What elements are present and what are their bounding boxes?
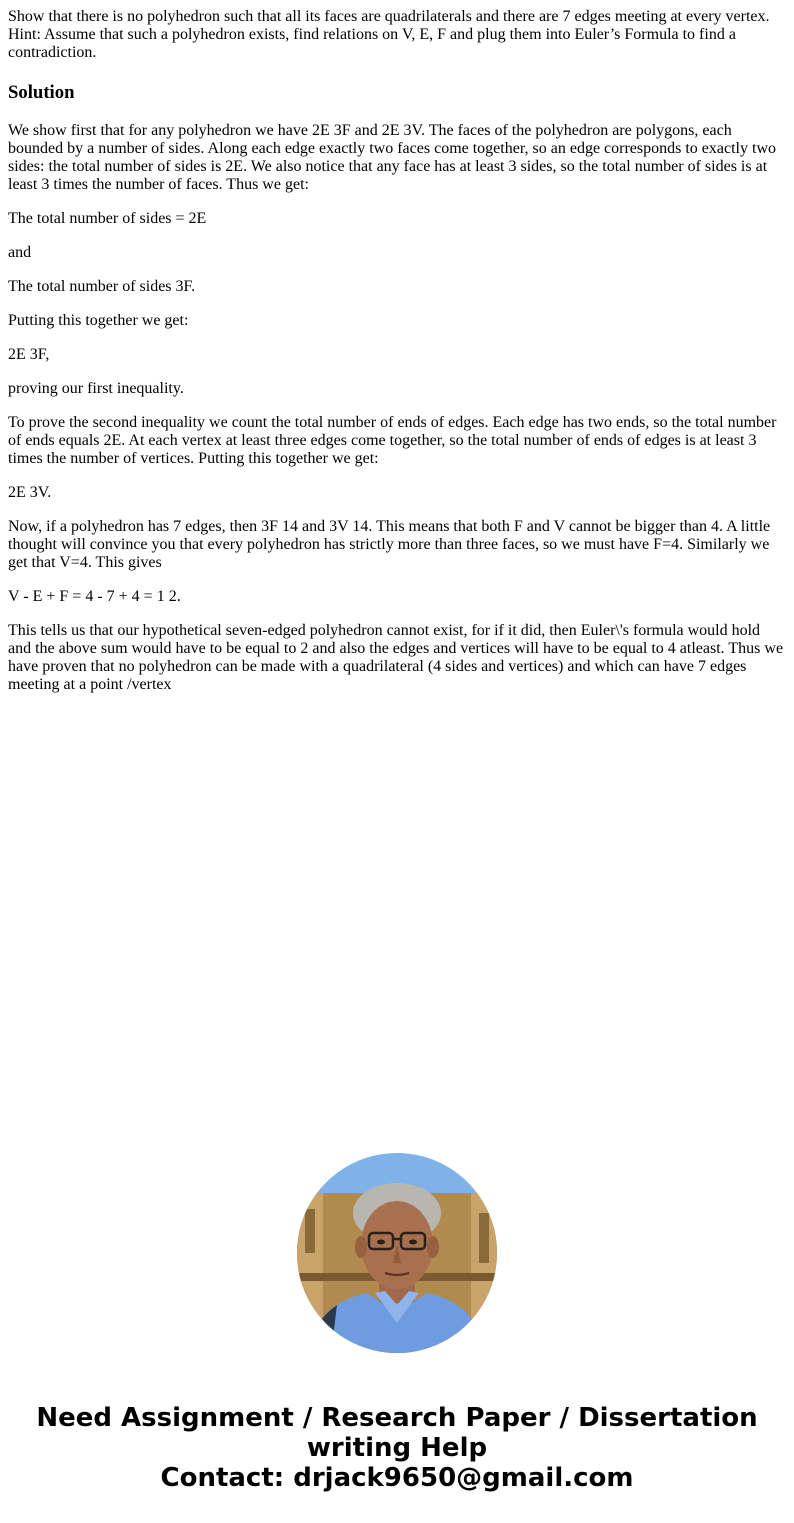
solution-paragraph: proving our first inequality.: [8, 380, 184, 397]
solution-paragraph: V - E + F = 4 - 7 + 4 = 1 2.: [8, 588, 181, 605]
solution-paragraph: and: [8, 244, 32, 261]
solution-paragraph: To prove the second inequality we count the total number of ends of edges. Each edge has two ends, so the total number of ends equals 2E. At each vertex at least three edges come together, so the total number of ends of edges is at least 3 times the number of vertices. Putting this together we get:: [8, 414, 777, 467]
solution-paragraph: 2E 3F,: [8, 346, 50, 363]
contact-footer: [0, 1403, 794, 1493]
footer-contact-line: Contact: drjack9650@gmail.com: [160, 1463, 634, 1493]
solution-paragraph: This tells us that our hypothetical seven-edged polyhedron cannot exist, for if it did, then Euler\'s formula would hold and the above sum would have to be equal to 2 and also the edges and vertices will have to be equal to 4 atleast. Thus we have proven that no polyhedron can be made with a quadrilateral (4 sides and vertices) and which can have 7 edges meeting at a point /vertex: [8, 622, 784, 693]
solution-paragraph: Now, if a polyhedron has 7 edges, then 3F 14 and 3V 14. This means that both F and V cannot be bigger than 4. A little thought will convince you that every polyhedron has strictly more than three faces, so we must have F=4. Similarly we get that V=4. This gives: [8, 518, 771, 571]
solution-paragraph: The total number of sides = 2E: [8, 210, 207, 227]
author-photo: [297, 1153, 497, 1353]
footer-line-2: writing Help: [306, 1433, 488, 1463]
solution-paragraph: The total number of sides 3F.: [8, 278, 196, 295]
footer-line-1: Need Assignment / Research Paper / Dissertation: [36, 1403, 758, 1433]
solution-heading: Solution: [8, 82, 75, 103]
solution-paragraph: 2E 3V.: [8, 484, 52, 501]
question-text: Show that there is no polyhedron such that all its faces are quadrilaterals and there are 7 edges meeting at every vertex. Hint: Assume that such a polyhedron exists, find relations on V, E, F and plug them into Euler’s Formula to find a contradiction.: [8, 8, 770, 61]
author-avatar: [297, 1153, 497, 1353]
solution-paragraph: We show first that for any polyhedron we have 2E 3F and 2E 3V. The faces of the polyhedron are polygons, each bounded by a number of sides. Along each edge exactly two faces come together, so an edge corresponds to exactly two sides: the total number of sides is 2E. We also notice that any face has at least 3 sides, so the total number of sides is at least 3 times the number of faces. Thus we get:: [8, 122, 776, 193]
solution-paragraph: Putting this together we get:: [8, 312, 189, 329]
document-body: [8, 8, 786, 710]
